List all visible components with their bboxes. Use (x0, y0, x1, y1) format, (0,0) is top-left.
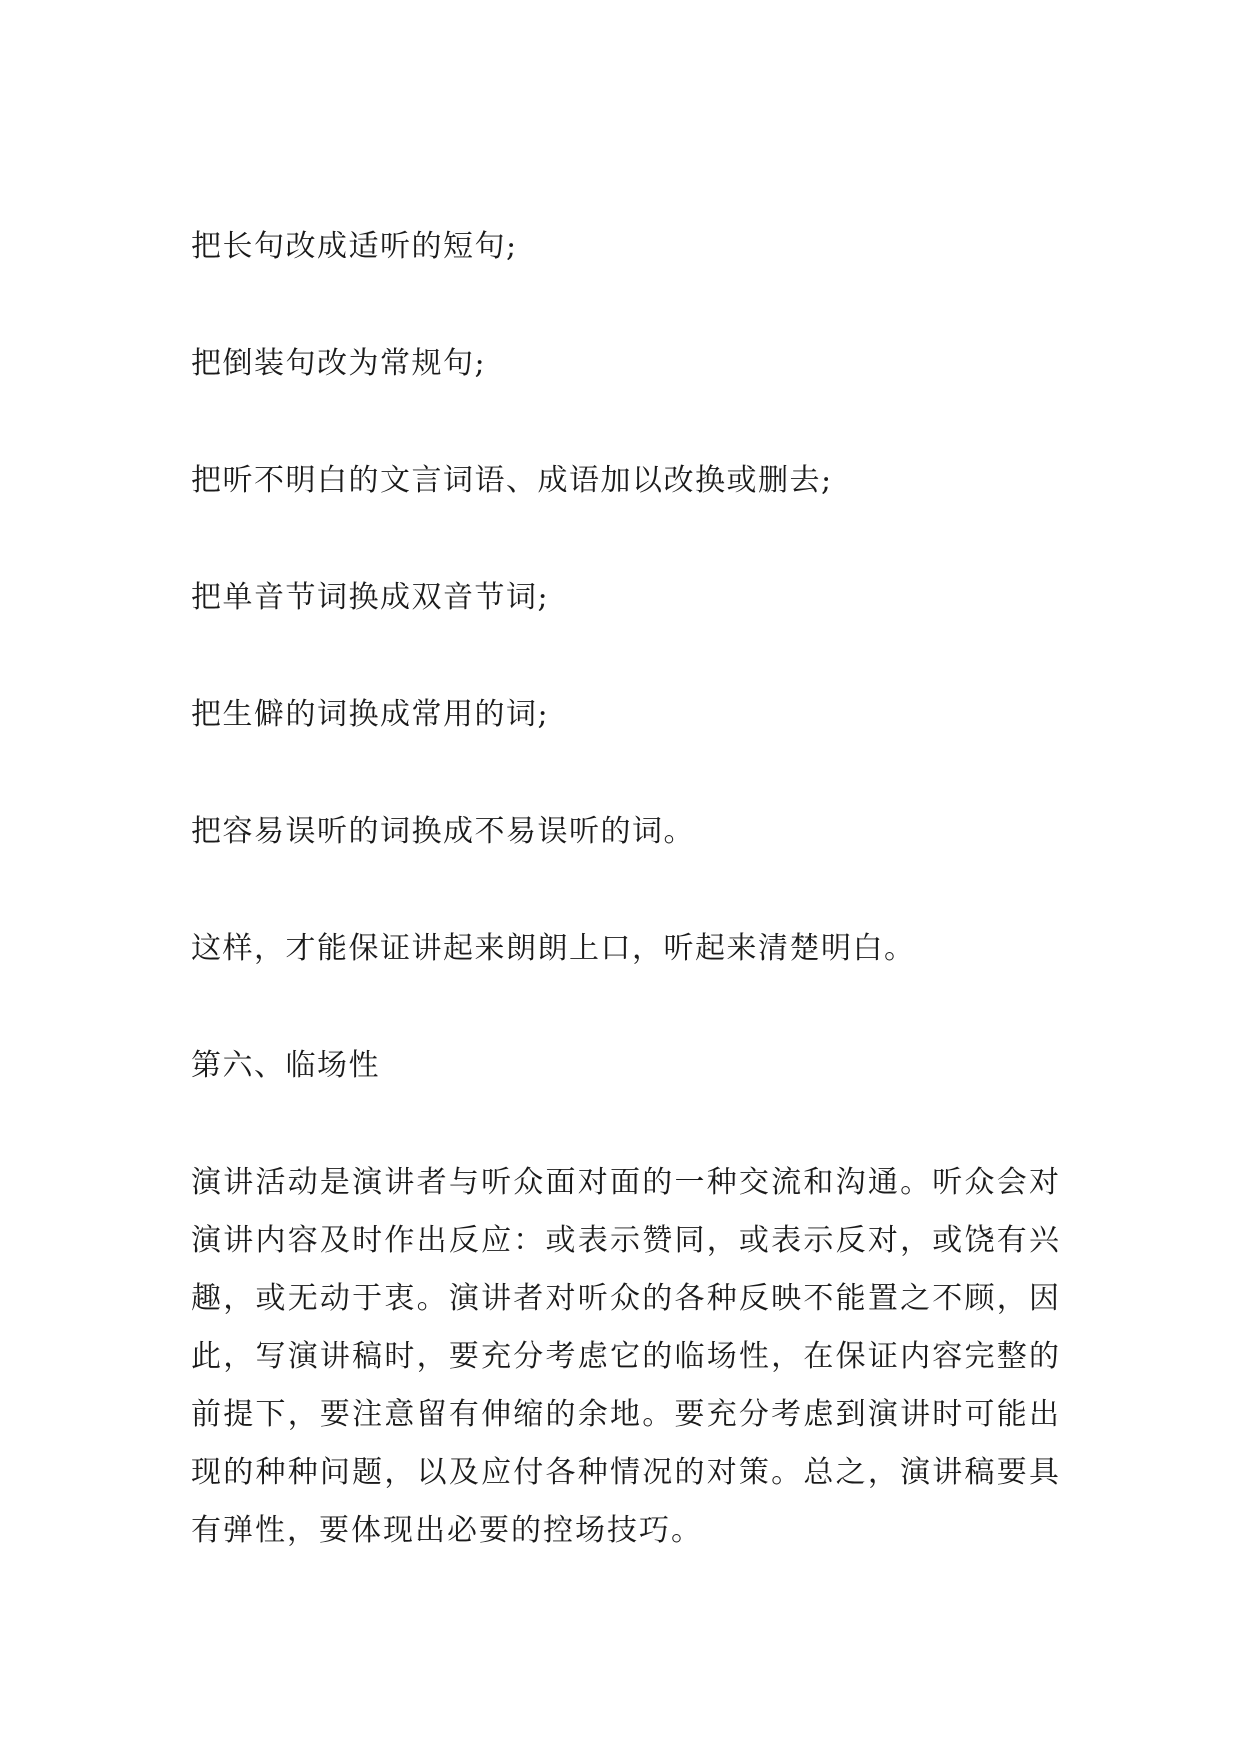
text-line-6: 把容易误听的词换成不易误听的词。 (191, 814, 695, 849)
document-body (191, 218, 1061, 1560)
text-line-1: 把长句改成适听的短句; (191, 229, 518, 264)
text-line-7: 这样，才能保证讲起来朗朗上口，听起来清楚明白。 (191, 931, 916, 966)
body-paragraph: 演讲活动是演讲者与听众面对面的一种交流和沟通。听众会对演讲内容及时作出反应：或表示赞同，或表示反对，或饶有兴趣，或无动于衷。演讲者对听众的各种反映不能置之不顾，因此，写演讲稿时，要充分考虑它的临场性，在保证内容完整的前提下，要注意留有伸缩的余地。要充分考虑到演讲时可能出现的种种问题，以及应付各种情况的对策。总之，演讲稿要具有弹性，要体现出必要的控场技巧。 (191, 1165, 1061, 1548)
text-line-3: 把听不明白的文言词语、成语加以改换或删去; (191, 463, 833, 498)
text-line-5: 把生僻的词换成常用的词; (191, 697, 550, 732)
section-heading: 第六、临场性 (191, 1048, 380, 1083)
text-line-2: 把倒装句改为常规句; (191, 346, 487, 381)
text-line-4: 把单音节词换成双音节词; (191, 580, 550, 615)
